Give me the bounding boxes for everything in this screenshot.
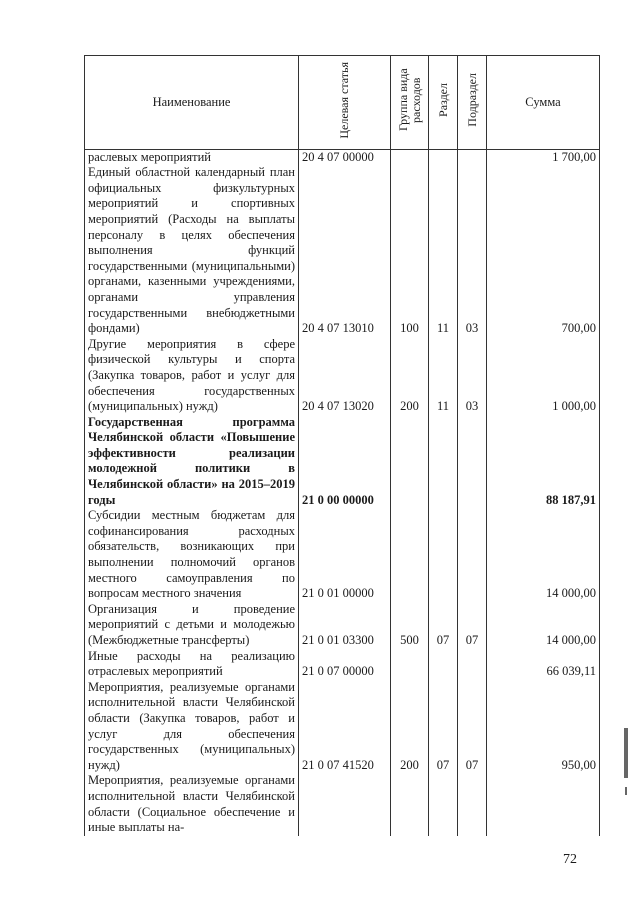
- table-row: [85, 773, 600, 835]
- header-subsection: Подраздел: [458, 56, 487, 150]
- row-name: раслевых мероприятий: [85, 149, 299, 165]
- row-code: 21 0 01 00000: [299, 508, 391, 602]
- table-row: [85, 165, 600, 337]
- row-section: 07: [429, 602, 458, 649]
- table-row: [85, 337, 600, 415]
- row-name: Другие мероприятия в сфере физической культуры и спорта (Закупка товаров, работ и услуг для обеспечения государственных (муниципальных) нужд): [85, 337, 299, 415]
- table-body: [85, 149, 600, 836]
- row-section: 11: [429, 337, 458, 415]
- budget-table: [84, 55, 600, 836]
- row-section: [429, 508, 458, 602]
- row-name: Государственная программа Челябинской области «Повышение эффективности реализации молодежной политики в Челябинской области» на 2015–2019 годы: [85, 415, 299, 509]
- header-code: Целевая статья: [299, 56, 391, 150]
- row-section: 07: [429, 680, 458, 774]
- row-code: 20 4 07 13020: [299, 337, 391, 415]
- row-sum: 950,00: [487, 680, 600, 774]
- page-number: 72: [563, 852, 577, 867]
- table-row: [85, 680, 600, 774]
- row-code: 21 0 07 00000: [299, 649, 391, 680]
- row-sum: 700,00: [487, 165, 600, 337]
- row-sum: 88 187,91: [487, 415, 600, 509]
- row-section: [429, 149, 458, 165]
- row-group: 500: [391, 602, 429, 649]
- row-subsection: [458, 773, 487, 835]
- row-group: [391, 508, 429, 602]
- row-group: [391, 773, 429, 835]
- row-name: Единый областной календарный план официальных физкультурных мероприятий и спортивных мероприятий (Расходы на выплаты персоналу в целях обеспечения выполнения функций государственными (муниципальными) органами, казенными учреждениями, органами управления государственными внебюджетными фондами): [85, 165, 299, 337]
- row-subsection: 07: [458, 602, 487, 649]
- table-row: [85, 149, 600, 165]
- row-subsection: 07: [458, 680, 487, 774]
- row-code: 21 0 01 03300: [299, 602, 391, 649]
- row-code: 20 4 07 13010: [299, 165, 391, 337]
- table-row: [85, 602, 600, 649]
- row-code: 21 0 00 00000: [299, 415, 391, 509]
- row-code: 21 0 07 41520: [299, 680, 391, 774]
- row-name: Организация и проведение мероприятий с детьми и молодежью (Межбюджетные трансферты): [85, 602, 299, 649]
- header-sum: Сумма: [487, 56, 600, 150]
- row-subsection: 03: [458, 165, 487, 337]
- table-row: [85, 508, 600, 602]
- table-row: [85, 649, 600, 680]
- row-name: Мероприятия, реализуемые органами исполнительной власти Челябинской области (Закупка товаров, работ и услуг для обеспечения государственных (муниципальных) нужд): [85, 680, 299, 774]
- row-code: [299, 773, 391, 835]
- row-sum: 66 039,11: [487, 649, 600, 680]
- row-subsection: [458, 149, 487, 165]
- row-name: Субсидии местным бюджетам для софинансирования расходных обязательств, возникающих при выполнении полномочий органов местного самоуправления по вопросам местного значения: [85, 508, 299, 602]
- row-section: [429, 773, 458, 835]
- margin-mark: [625, 787, 627, 795]
- row-subsection: [458, 508, 487, 602]
- margin-mark: [624, 728, 628, 778]
- row-group: 200: [391, 680, 429, 774]
- table-header-row: [85, 56, 600, 150]
- row-group: [391, 149, 429, 165]
- row-code: 20 4 07 00000: [299, 149, 391, 165]
- row-subsection: 03: [458, 337, 487, 415]
- row-subsection: [458, 415, 487, 509]
- header-name: Наименование: [85, 56, 299, 150]
- row-group: 200: [391, 337, 429, 415]
- row-sum: 1 000,00: [487, 337, 600, 415]
- row-name: Иные расходы на реализацию отраслевых мероприятий: [85, 649, 299, 680]
- row-sum: 1 700,00: [487, 149, 600, 165]
- row-group: [391, 649, 429, 680]
- header-section: Раздел: [429, 56, 458, 150]
- row-name: Мероприятия, реализуемые органами исполнительной власти Челябинской области (Социальное обеспечение и иные выплаты на-: [85, 773, 299, 835]
- row-sum: 14 000,00: [487, 508, 600, 602]
- row-section: [429, 415, 458, 509]
- row-group: [391, 415, 429, 509]
- row-group: 100: [391, 165, 429, 337]
- row-section: 11: [429, 165, 458, 337]
- row-sum: 14 000,00: [487, 602, 600, 649]
- row-section: [429, 649, 458, 680]
- row-subsection: [458, 649, 487, 680]
- table-row: [85, 415, 600, 509]
- row-sum: [487, 773, 600, 835]
- header-group: Группа вида расходов: [391, 56, 429, 150]
